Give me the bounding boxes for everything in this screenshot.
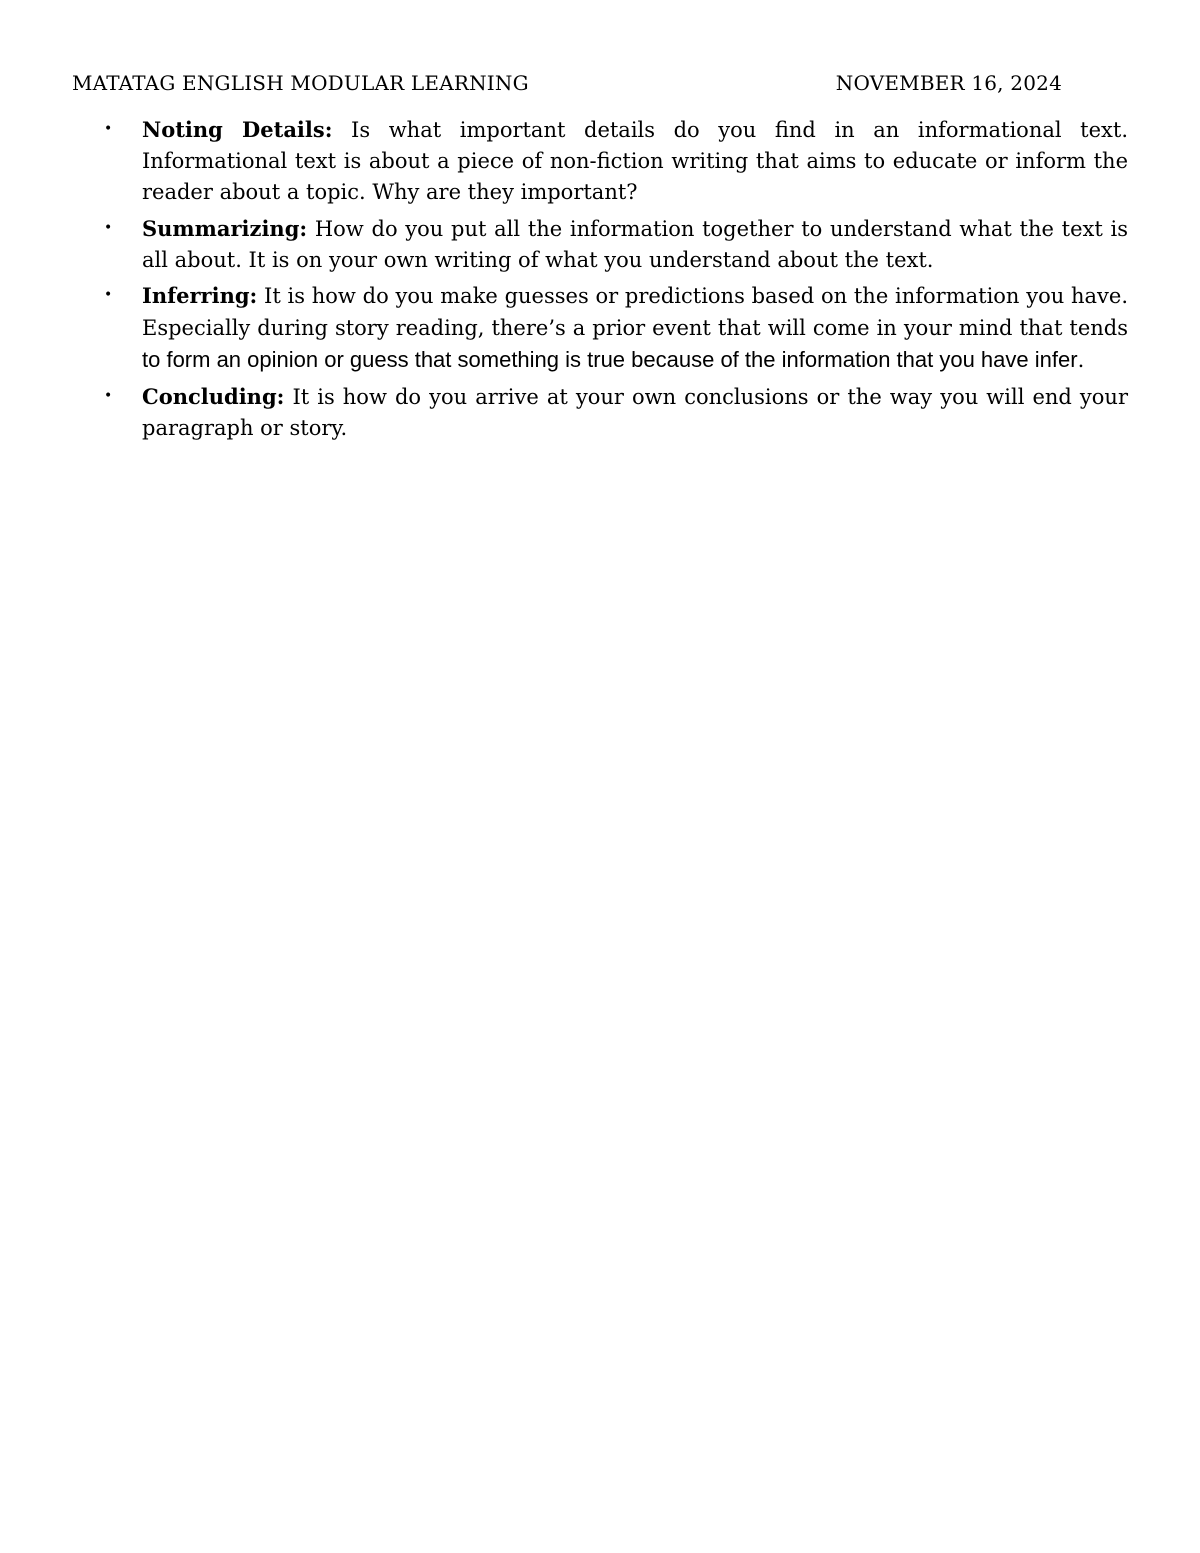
definition-summarizing: How do you put all the information together to understand what the text is all about. It is on your own writing of what you understand about the text. xyxy=(142,216,1128,272)
definition-noting-details: Is what important details do you find in an informational text. Informational text is about a piece of non-fiction writing that aims to educate or inform the reader about a topic. Why are they important? xyxy=(142,118,1128,205)
list-item-noting-details xyxy=(100,114,1128,209)
header-title: MATATAG ENGLISH MODULAR LEARNING xyxy=(72,71,529,95)
list-item-concluding xyxy=(100,381,1128,444)
definition-concluding: It is how do you arrive at your own conclusions or the way you will end your paragraph or story. xyxy=(142,384,1128,440)
header-date: NOVEMBER 16, 2024 xyxy=(835,71,1062,95)
term-summarizing: Summarizing: xyxy=(142,215,308,241)
skills-bullet-list xyxy=(100,114,1128,448)
term-noting-details: Noting Details: xyxy=(142,117,333,142)
list-item-summarizing xyxy=(100,213,1128,276)
definition-inferring-sans: to form an opinion or guess that something is true because of the information that you have infer xyxy=(142,347,1078,373)
bullet-icon: • xyxy=(104,387,113,404)
definition-inferring-end: . xyxy=(1077,348,1085,373)
bullet-icon: • xyxy=(104,287,113,304)
term-concluding: Concluding: xyxy=(142,383,285,409)
definition-inferring: It is how do you make guesses or predictions based on the information you have. Especially during story reading, there’s a prior event that will come in your mind that tends xyxy=(142,284,1128,341)
bullet-icon: • xyxy=(104,219,113,236)
page-header xyxy=(72,68,1062,98)
bullet-icon: • xyxy=(104,121,113,137)
term-inferring: Inferring: xyxy=(142,283,258,309)
list-item-inferring xyxy=(100,280,1128,377)
